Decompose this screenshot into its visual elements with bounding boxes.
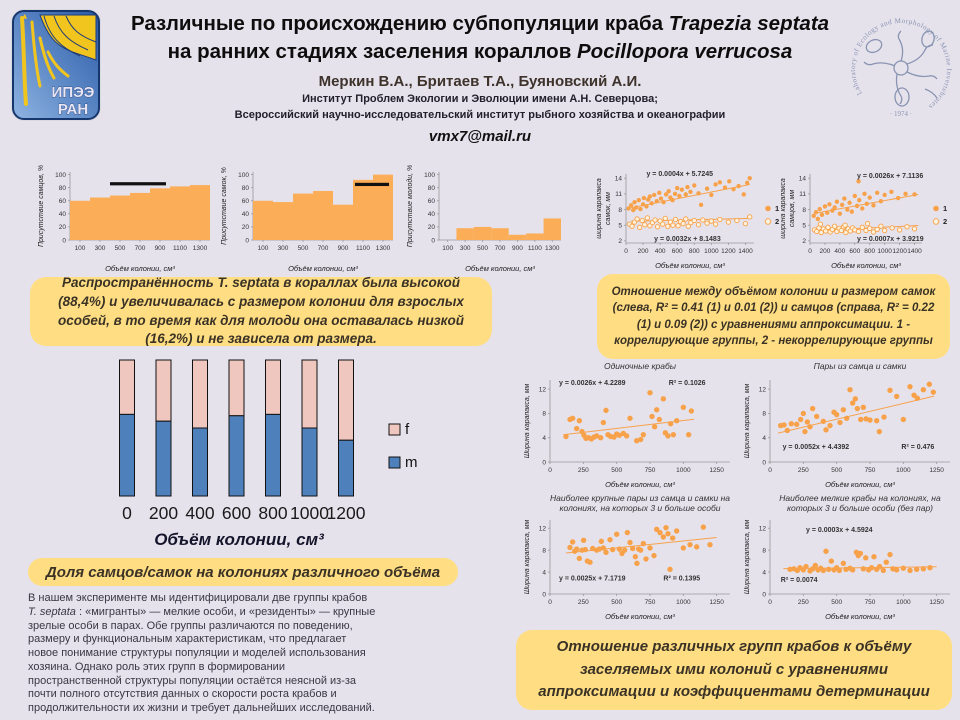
svg-text:колониях, на которых 3 и больш: колониях, на которых 3 и больше особи <box>559 503 721 513</box>
svg-text:300: 300 <box>94 245 106 252</box>
discussion-paragraph: В нашем эксперименте мы идентифицировали две группы крабов T. septata : «мигранты» — мелкие особи, и «резиденты» — крупные зрелые особи в парах. Обе группы различаются по поведению, размеру и функциональным характеристикам, что предлагает новое понимание структуры популяции и моделей использования хозяина. Однако роль этих групп в формировании пространственной структуры популяции остаётся неясной из-за почти полного отсутствия данных о скорости роста крабов и продолжительности их жизни и требует дальнейших исследований. <box>28 592 376 714</box>
svg-text:8: 8 <box>802 206 806 214</box>
svg-text:60: 60 <box>241 198 249 206</box>
svg-text:900: 900 <box>154 245 166 252</box>
svg-text:0: 0 <box>768 467 772 474</box>
chart-largest-pairs <box>520 492 740 627</box>
svg-text:Присутствие самцов, %: Присутствие самцов, % <box>38 164 45 248</box>
svg-text:200: 200 <box>637 248 649 255</box>
chart-solitary-crabs <box>520 360 740 495</box>
svg-text:800: 800 <box>864 248 876 255</box>
svg-text:500: 500 <box>831 599 843 606</box>
svg-text:R² = 0.1026: R² = 0.1026 <box>668 379 706 387</box>
affiliation-2: Всероссийский научно-исследовательский институт рыбного хозяйства и океанографии <box>234 108 726 121</box>
svg-text:y = 0.0052x + 4.4392: y = 0.0052x + 4.4392 <box>782 443 850 451</box>
svg-text:R² = 0.0074: R² = 0.0074 <box>780 577 818 585</box>
svg-text:12: 12 <box>538 525 546 533</box>
svg-text:0: 0 <box>624 248 628 255</box>
svg-text:500: 500 <box>477 245 489 252</box>
svg-text:1: 1 <box>943 204 948 213</box>
svg-text:100: 100 <box>55 171 66 179</box>
svg-text:300: 300 <box>459 245 471 252</box>
svg-text:ширина карапакса: ширина карапакса <box>596 178 603 239</box>
svg-text:500: 500 <box>611 599 623 606</box>
svg-text:1000: 1000 <box>676 467 691 474</box>
poster-title-line2: на ранних стадиях заселения кораллов Pocillopora verrucosa <box>167 40 793 64</box>
svg-text:14: 14 <box>614 175 622 183</box>
chart-juveniles-presence <box>403 162 567 279</box>
svg-text:100: 100 <box>238 171 249 179</box>
svg-text:0: 0 <box>548 467 552 474</box>
svg-text:1250: 1250 <box>929 599 944 606</box>
poster-header <box>110 10 850 145</box>
caption-sex-ratio: Доля самцов/самок на колониях различного объёма <box>28 558 458 586</box>
svg-text:1300: 1300 <box>545 245 560 252</box>
svg-text:750: 750 <box>644 599 656 606</box>
svg-text:600: 600 <box>849 248 861 255</box>
caption-groups-relation: Отношение различных групп крабов к объёму заселяемых ими колоний с уравнениями аппроксимации и коэффициентами детерминации <box>516 630 952 710</box>
svg-text:0: 0 <box>542 591 546 599</box>
svg-text:900: 900 <box>511 245 523 252</box>
svg-text:Объём колонии, см³: Объём колонии, см³ <box>831 261 901 270</box>
svg-text:y = 0.0025x + 7.1719: y = 0.0025x + 7.1719 <box>559 575 626 583</box>
svg-text:Ширина карапакса, мм: Ширина карапакса, мм <box>744 383 751 459</box>
svg-text:0: 0 <box>62 237 66 245</box>
svg-text:60: 60 <box>427 198 435 206</box>
poster-title-line1: Различные по происхождению субпопуляции краба Trapezia septata <box>130 12 830 35</box>
logo-text-ipee: ИПЭЭ <box>51 84 95 101</box>
svg-text:1400: 1400 <box>907 248 922 255</box>
svg-text:1200: 1200 <box>892 248 907 255</box>
svg-text:1250: 1250 <box>709 599 724 606</box>
svg-text:Объём колонии, см³: Объём колонии, см³ <box>154 530 324 549</box>
svg-text:750: 750 <box>864 599 876 606</box>
svg-text:8: 8 <box>542 410 546 418</box>
logo-text-ran: РАН <box>57 101 89 118</box>
svg-text:60: 60 <box>58 198 66 206</box>
svg-text:11: 11 <box>615 191 622 199</box>
svg-text:600: 600 <box>671 248 683 255</box>
svg-text:500: 500 <box>297 245 309 252</box>
ipee-ran-logo <box>10 8 102 127</box>
svg-text:R² = 0.476: R² = 0.476 <box>901 443 935 451</box>
chart-sex-ratio-stacked <box>94 356 439 559</box>
svg-text:700: 700 <box>134 245 146 252</box>
brittle-star-icon <box>864 30 937 106</box>
svg-text:y = 0.0026x + 7.1136: y = 0.0026x + 7.1136 <box>857 173 924 181</box>
svg-text:самок, мм: самок, мм <box>605 192 612 225</box>
caption-size-relation: Отношение между объёмом колонии и размером самок (слева, R² = 0.41 (1) и 0.01 (2)) и самцов (справа, R² = 0.22 (1) и 0.09 (2)) с уравнениями аппроксимации. 1 - коррелирующие группы, 2 - некоррелирующие группы <box>597 274 950 359</box>
svg-text:2: 2 <box>943 217 948 226</box>
svg-text:1000: 1000 <box>676 599 691 606</box>
svg-text:5: 5 <box>618 222 622 230</box>
svg-text:Наиболее мелкие крабы на колон: Наиболее мелкие крабы на колониях, на <box>779 493 941 503</box>
svg-text:0: 0 <box>122 503 132 523</box>
svg-text:400: 400 <box>654 248 666 255</box>
svg-text:0: 0 <box>762 459 766 467</box>
svg-text:Присутствие молоди, %: Присутствие молоди, % <box>407 164 414 248</box>
svg-text:20: 20 <box>241 224 249 232</box>
svg-text:12: 12 <box>758 525 766 533</box>
svg-text:200: 200 <box>148 503 179 523</box>
svg-text:100: 100 <box>257 245 269 252</box>
svg-text:4: 4 <box>762 569 766 577</box>
chart-smallest-crabs <box>740 492 960 627</box>
svg-text:Наиболее крупные пары из самца: Наиболее крупные пары из самца и самки на <box>550 493 730 503</box>
svg-text:0: 0 <box>762 591 766 599</box>
lab-seal-logo <box>845 6 957 133</box>
svg-text:1300: 1300 <box>192 245 208 252</box>
svg-text:Ширина карапакса, мм: Ширина карапакса, мм <box>744 519 751 595</box>
svg-text:1250: 1250 <box>929 467 944 474</box>
svg-text:750: 750 <box>864 467 876 474</box>
svg-text:y = 0.0003x + 4.5924: y = 0.0003x + 4.5924 <box>806 526 873 534</box>
svg-text:Объём колонии, см³: Объём колонии, см³ <box>825 480 895 489</box>
svg-text:Ширина карапакса, мм: Ширина карапакса, мм <box>524 383 531 459</box>
chart-male-female-pairs <box>740 360 960 495</box>
lab-seal-graphic <box>845 6 957 128</box>
svg-text:80: 80 <box>427 184 435 192</box>
svg-text:y = 0.0007x + 3.9219: y = 0.0007x + 3.9219 <box>857 235 924 243</box>
svg-text:f: f <box>405 421 410 438</box>
chart-scatter-males-size <box>778 161 958 276</box>
svg-text:11: 11 <box>799 191 806 199</box>
svg-text:5: 5 <box>802 222 806 230</box>
svg-text:12: 12 <box>758 386 766 394</box>
svg-text:Одиночные крабы: Одиночные крабы <box>604 361 676 371</box>
chart-males-presence <box>34 162 216 279</box>
svg-text:100: 100 <box>74 245 86 252</box>
svg-text:20: 20 <box>427 224 435 232</box>
svg-text:Объём колонии, см³: Объём колонии, см³ <box>605 480 675 489</box>
svg-text:1000: 1000 <box>290 503 329 523</box>
contact-email: vmx7@mail.ru <box>428 128 532 146</box>
caption-prevalence: Распространённость T. septata в кораллах была высокой (88,4%) и увеличивалась с размером колонии для взрослых особей, в то время как для молоди она оставалась низкой (16,2%) и не зависела от размера. <box>30 277 492 346</box>
svg-text:1200: 1200 <box>326 503 366 523</box>
svg-text:250: 250 <box>577 467 589 474</box>
svg-text:8: 8 <box>762 547 766 555</box>
svg-text:0: 0 <box>768 599 772 606</box>
svg-text:2: 2 <box>775 217 780 226</box>
svg-text:1100: 1100 <box>356 245 370 252</box>
svg-text:40: 40 <box>58 211 66 219</box>
svg-text:8: 8 <box>618 206 622 214</box>
svg-text:Объём колонии, см³: Объём колонии, см³ <box>465 264 535 273</box>
svg-text:1250: 1250 <box>709 467 724 474</box>
svg-text:1: 1 <box>775 204 780 213</box>
svg-text:1200: 1200 <box>721 248 736 255</box>
svg-text:400: 400 <box>185 503 215 523</box>
chart-females-presence <box>217 162 399 279</box>
svg-text:1400: 1400 <box>738 248 753 255</box>
svg-text:250: 250 <box>577 599 589 606</box>
affiliation-1: Институт Проблем Экологии и Эволюции имени А.Н. Северцова; <box>302 92 658 105</box>
svg-text:250: 250 <box>797 467 809 474</box>
svg-text:14: 14 <box>798 175 806 183</box>
svg-text:800: 800 <box>688 248 700 255</box>
chart-scatter-females-size <box>594 161 790 276</box>
svg-text:Объём колонии, см³: Объём колонии, см³ <box>105 264 175 273</box>
svg-text:1000: 1000 <box>877 248 892 255</box>
authors-line: Меркин В.А., Бритаев Т.А., Буяновский А.И. <box>318 72 642 90</box>
svg-text:1300: 1300 <box>375 245 391 252</box>
svg-text:4: 4 <box>762 435 766 443</box>
svg-text:700: 700 <box>317 245 329 252</box>
svg-text:200: 200 <box>819 248 831 255</box>
svg-text:80: 80 <box>241 184 249 192</box>
svg-text:Объём колонии, см³: Объём колонии, см³ <box>605 612 675 621</box>
svg-text:1000: 1000 <box>896 599 911 606</box>
svg-text:8: 8 <box>762 410 766 418</box>
svg-text:1100: 1100 <box>173 245 187 252</box>
seal-year: · 1974 · <box>889 110 913 118</box>
svg-text:Присутствие самок, %: Присутствие самок, % <box>221 167 228 245</box>
svg-text:100: 100 <box>424 171 435 179</box>
svg-text:40: 40 <box>427 211 435 219</box>
svg-text:0: 0 <box>542 459 546 467</box>
svg-text:300: 300 <box>277 245 289 252</box>
svg-text:600: 600 <box>221 503 252 523</box>
svg-text:500: 500 <box>611 467 623 474</box>
svg-text:12: 12 <box>538 386 546 394</box>
svg-text:Ширина карапакса, мм: Ширина карапакса, мм <box>524 519 531 595</box>
svg-text:4: 4 <box>542 435 546 443</box>
svg-text:которых 3 и больше особи (без: которых 3 и больше особи (без пар) <box>786 503 934 513</box>
svg-text:8: 8 <box>542 547 546 555</box>
svg-text:750: 750 <box>644 467 656 474</box>
svg-text:800: 800 <box>258 503 288 523</box>
svg-text:y = 0.0032x + 8.1483: y = 0.0032x + 8.1483 <box>654 235 721 243</box>
svg-text:100: 100 <box>442 245 454 252</box>
svg-text:0: 0 <box>548 599 552 606</box>
svg-text:1100: 1100 <box>527 245 542 252</box>
svg-text:0: 0 <box>245 237 249 245</box>
svg-text:700: 700 <box>494 245 506 252</box>
svg-text:4: 4 <box>542 569 546 577</box>
svg-text:1000: 1000 <box>896 467 911 474</box>
svg-text:1000: 1000 <box>704 248 719 255</box>
svg-text:y = 0.0026x + 4.2289: y = 0.0026x + 4.2289 <box>559 379 626 387</box>
svg-text:40: 40 <box>241 211 249 219</box>
svg-text:2: 2 <box>618 238 622 246</box>
svg-text:400: 400 <box>834 248 846 255</box>
svg-text:m: m <box>405 454 418 471</box>
svg-text:20: 20 <box>58 224 66 232</box>
svg-text:R² = 0.1395: R² = 0.1395 <box>663 575 701 583</box>
seal-circle-text: Laboratory of Ecology and Morphology of Marine Invertebrates <box>848 16 954 111</box>
svg-text:Пары из самца и самки: Пары из самца и самки <box>813 361 907 371</box>
svg-text:500: 500 <box>831 467 843 474</box>
svg-text:0: 0 <box>431 237 435 245</box>
svg-text:Объём колонии, см³: Объём колонии, см³ <box>655 261 725 270</box>
svg-text:y = 0.0004x + 5.7245: y = 0.0004x + 5.7245 <box>646 171 714 179</box>
svg-text:0: 0 <box>808 248 812 255</box>
svg-text:250: 250 <box>797 599 809 606</box>
ipee-ran-logo-graphic <box>10 8 102 122</box>
svg-text:Объём колонии, см³: Объём колонии, см³ <box>825 612 895 621</box>
svg-text:самцов, мм: самцов, мм <box>789 189 796 228</box>
svg-text:Объём колонии, см³: Объём колонии, см³ <box>288 264 358 273</box>
svg-text:2: 2 <box>802 238 806 246</box>
svg-text:ширина карапакса: ширина карапакса <box>780 178 787 239</box>
svg-text:500: 500 <box>114 245 126 252</box>
svg-text:900: 900 <box>337 245 349 252</box>
svg-text:80: 80 <box>58 184 66 192</box>
